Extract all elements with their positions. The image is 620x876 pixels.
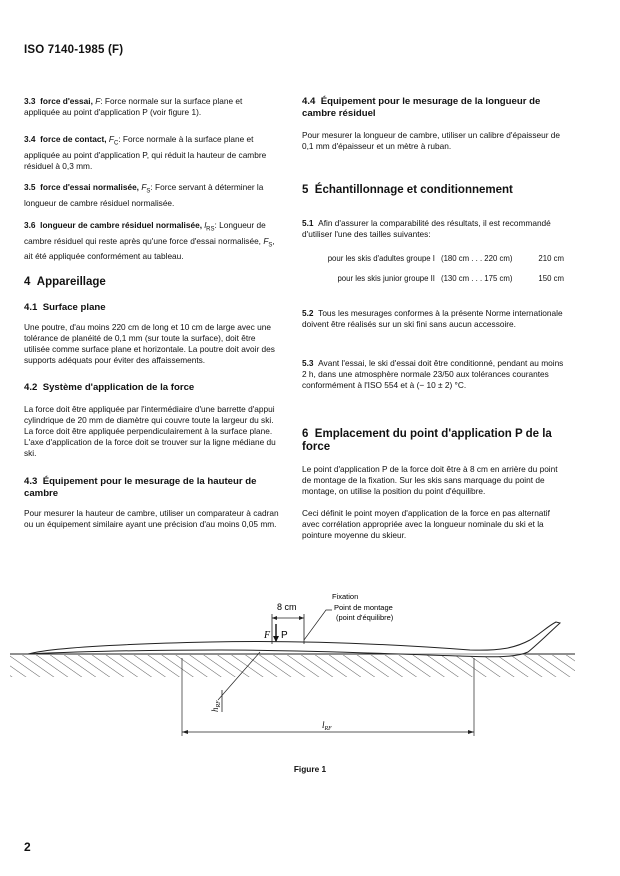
size-table bbox=[302, 254, 564, 284]
section-4-2-text: La force doit être appliquée par l'intermédiaire d'une barrette d'appui cylindrique de 20 mm de diamètre qui couvre toute la largeur du ski. La force doit être appliquée perpendiculairement à la surface plane. L'axe d'application de la force doit se trouver sur la ligne médiane du ski. bbox=[24, 404, 276, 458]
section-4-4-text: Pour mesurer la longueur de cambre, utiliser un calibre d'épaisseur de 0,1 mm d'épaisseur et un mètre à ruban. bbox=[302, 130, 561, 151]
flat-surface-hatching bbox=[10, 655, 575, 677]
clause-3-4: 3.4 force de contact, $F_C$: Force normale à la surface plane et appliquée au point d'application P, qui réduit la hauteur de cambre résiduel à 0,3 mm. bbox=[24, 134, 267, 171]
page-number: 2 bbox=[24, 840, 31, 854]
figure-caption: Figure 1 bbox=[293, 764, 327, 774]
section-6-title: 6 Emplacement du point d'application P de la force bbox=[302, 428, 552, 453]
standard-header: ISO 7140-1985 (F) bbox=[24, 44, 124, 56]
ski-profile bbox=[28, 622, 560, 657]
section-4-3-title: 4.3 Équipement pour le mesurage de la hauteur de cambre bbox=[24, 476, 257, 499]
section-5-title: 5 Échantillonnage et conditionnement bbox=[302, 184, 513, 196]
clause-3-5: 3.5 force d'essai normalisée, $F_S$: Force servant à déterminer la longueur de cambre résiduel normalisée. bbox=[24, 182, 264, 208]
section-4-2-title: 4.2 Système d'application de la force bbox=[24, 382, 195, 393]
dim-8cm-label: 8 cm bbox=[277, 602, 297, 612]
l-arrowhead-left bbox=[182, 730, 188, 734]
section-6-text-1: Le point d'application P de la force doit être à 8 cm en arrière du point de montage de la fixation. Sur les skis sans marquage du point de montage, on utilise la position du point d'équilibre. bbox=[302, 464, 558, 496]
dim-arrowhead-left bbox=[272, 616, 277, 620]
section-4-4-title: 4.4 Équipement pour le mesurage de la longueur de cambre résiduel bbox=[302, 96, 541, 119]
size-row: pour les skis d'adultes groupe I (180 cm . . . 220 cm) 210 cm bbox=[327, 254, 564, 263]
l-arrowhead-right bbox=[468, 730, 474, 734]
clause-5-2: 5.2 Tous les mesurages conformes à la présente Norme internationale doivent être réalisés sur un ski fini sans aucun accessoire. bbox=[302, 308, 563, 329]
figure-1-diagram bbox=[10, 588, 610, 758]
size-row: pour les skis junior groupe II (130 cm . . . 175 cm) 150 cm bbox=[337, 274, 564, 283]
clause-3-3: 3.3 force d'essai, F: Force normale sur la surface plane et appliquée au point d'application P (voir figure 1). bbox=[24, 96, 243, 117]
mounting-leader bbox=[304, 610, 332, 640]
balance-point-label: (point d'équilibre) bbox=[336, 613, 394, 622]
section-4-title: 4 Appareillage bbox=[24, 276, 106, 288]
section-4-1-text: Une poutre, d'au moins 220 cm de long et 10 cm de large avec une tolérance de planéité de 0,1 mm (sur toute la surface), doit être utilisée comme surface plane et horizontale. La poutre doit avoir des supports adéquats pour éviter des affaissements. bbox=[24, 322, 275, 365]
point-label: P bbox=[281, 630, 288, 641]
force-label: F bbox=[264, 630, 271, 641]
clause-5-1: 5.1 Afin d'assurer la comparabilité des résultats, il est recommandé d'utiliser l'une des tailles suivantes: bbox=[302, 218, 551, 239]
section-4-1-title: 4.1 Surface plane bbox=[24, 302, 106, 313]
clause-5-3: 5.3 Avant l'essai, le ski d'essai doit être conditionné, pendant au moins 2 h, dans une atmosphère normale 23/50 aux tolérances courantes conformément à l'ISO 554 et à (− 10 ± 2) °C. bbox=[302, 358, 564, 390]
clause-3-6: 3.6 longueur de cambre résiduel normalisée, $l_{RS}$: Longueur de cambre résiduel qui reste après qu'une force d'essai normalisée, $F_S$, ait été appliquée conformément au tableau. bbox=[24, 220, 275, 262]
l-rf-label: $l_{RF}$ bbox=[322, 720, 332, 732]
h-rf-label: $h_{RF}$ bbox=[210, 700, 222, 712]
section-4-3-text: Pour mesurer la hauteur de cambre, utiliser un comparateur à cadran ou un équipement similaire ayant une précision d'au moins 0,05 mm. bbox=[24, 508, 279, 529]
dim-arrowhead-right bbox=[299, 616, 304, 620]
mounting-point-label: Point de montage bbox=[334, 603, 393, 612]
section-6-text-2: Ceci définit le point moyen d'application de la force en pas alternatif avec corrélation appropriée avec la longueur nominale du ski et la pointure moyenne du skieur. bbox=[302, 508, 550, 540]
fixation-label: Fixation bbox=[332, 592, 359, 601]
